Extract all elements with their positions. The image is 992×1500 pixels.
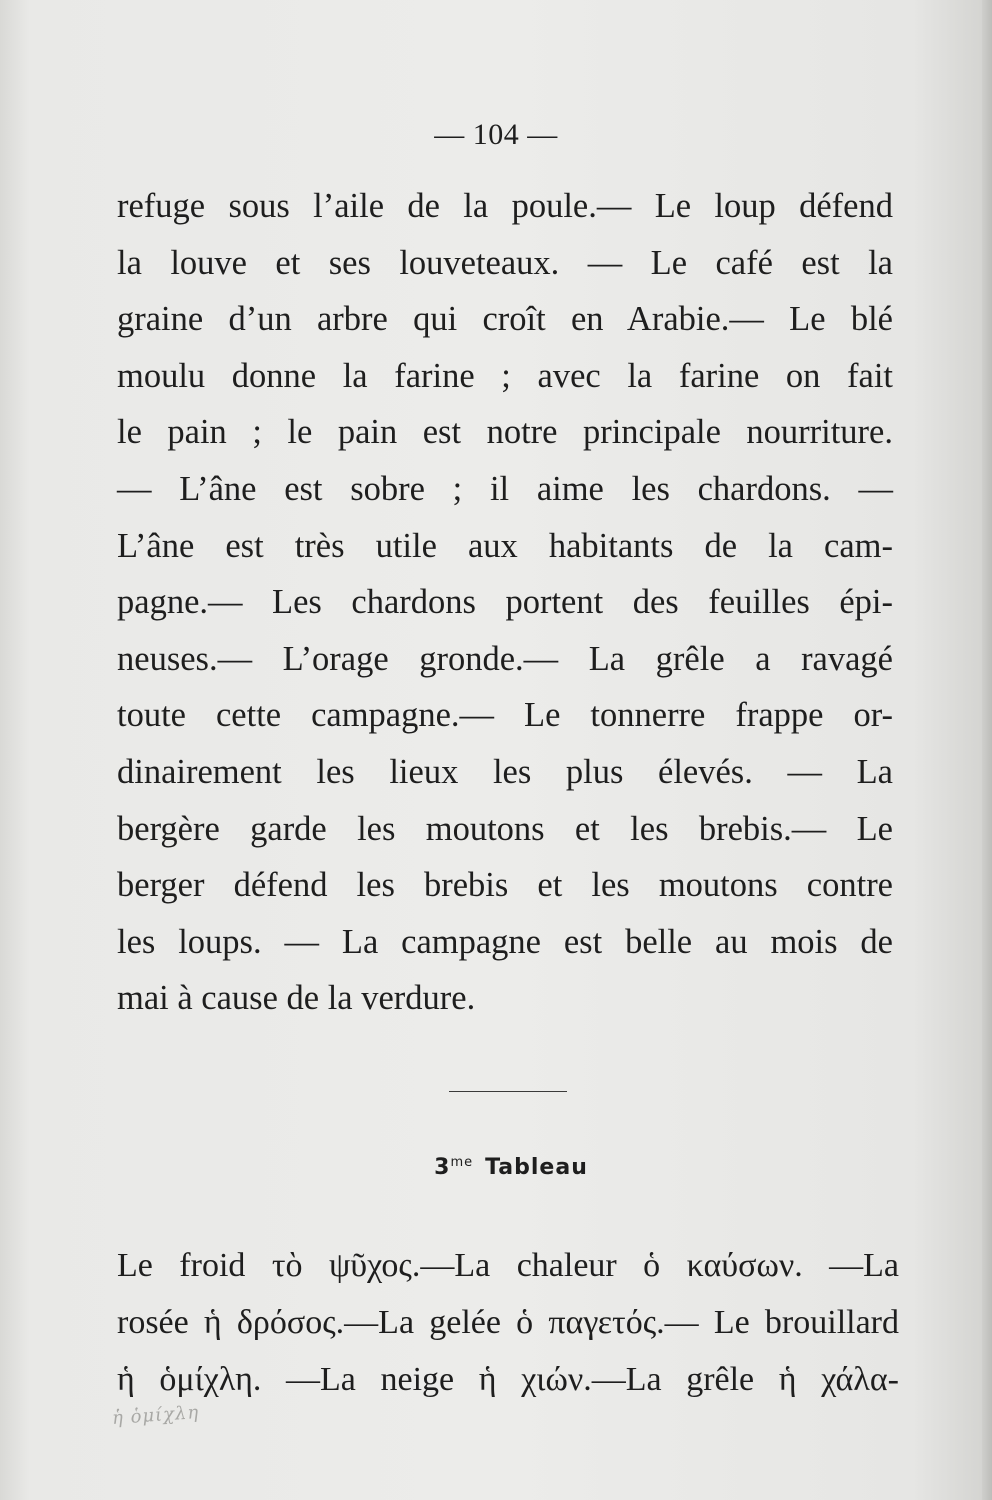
section-superscript: me <box>450 1155 474 1170</box>
text-line: — L’âne est sobre ; il aime les chardons. — <box>117 469 893 508</box>
text-line: dinairement les lieux les plus élevés. — La <box>117 752 893 791</box>
text-line: bergère garde les moutons et les brebis.— Le <box>117 809 893 848</box>
text-line: rosée ἡ δρόσος.—La gelée ὁ παγετός.— Le brouillard <box>117 1304 899 1341</box>
paragraph-2 <box>117 1237 899 1408</box>
text-line: toute cette campagne.— Le tonnerre frappe or- <box>117 696 893 735</box>
text-line: le pain ; le pain est notre principale nourriture. <box>117 413 893 452</box>
text-line: refuge sous l’aile de la poule.— Le loup défend <box>117 187 893 225</box>
section-title: Tableau <box>485 1155 588 1180</box>
text-line: berger défend les brebis et les moutons contre <box>117 866 893 905</box>
section-number: 3 <box>434 1155 451 1180</box>
page-number: — 104 — <box>434 118 558 151</box>
paragraph-1 <box>117 178 893 1027</box>
text-line: moulu donne la farine ; avec la farine on fait <box>117 356 893 395</box>
section-divider <box>449 1091 567 1092</box>
section-heading <box>0 1155 992 1180</box>
pencil-annotation: ἡ ὁμίχλη <box>111 1401 200 1430</box>
text-line: ἡ ὁμίχλη. —La neige ἡ χιών.—La grêle ἡ χάλα- <box>117 1361 899 1398</box>
text-line: graine d’un arbre qui croît en Arabie.— Le blé <box>117 300 893 339</box>
text-line: les loups. — La campagne est belle au mois de <box>117 922 893 961</box>
text-line: pagne.— Les chardons portent des feuilles épi- <box>117 583 893 622</box>
text-line: mai à cause de la verdure. <box>117 979 476 1018</box>
text-line: neuses.— L’orage gronde.— La grêle a ravagé <box>117 639 893 678</box>
page-edge <box>982 0 992 1500</box>
text-line: Le froid τὸ ψῦχος.—La chaleur ὁ καύσων. —La <box>117 1247 899 1284</box>
text-line: la louve et ses louveteaux. — Le café est la <box>117 243 893 282</box>
text-line: L’âne est très utile aux habitants de la cam- <box>117 526 893 565</box>
